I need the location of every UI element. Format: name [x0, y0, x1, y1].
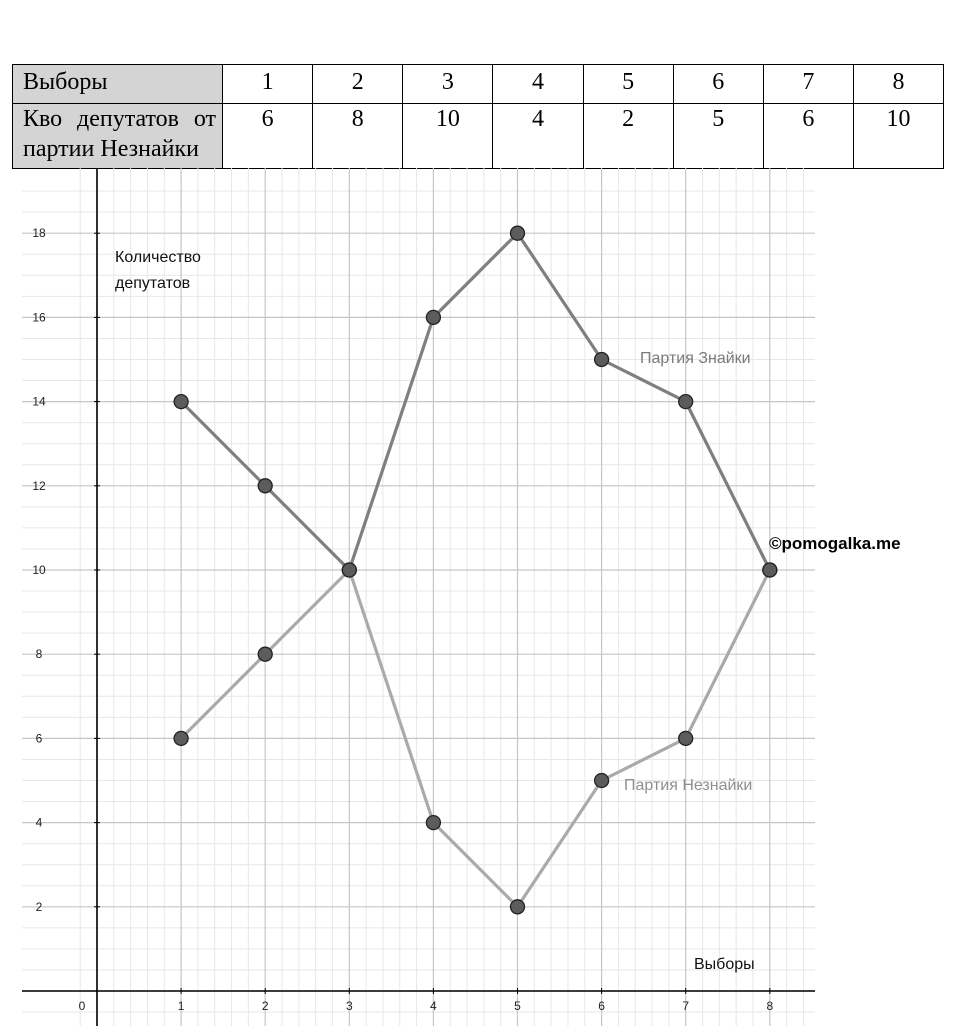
y-tick-label: 12	[32, 478, 46, 493]
data-point-neznayka	[511, 900, 525, 914]
y-tick-label: 2	[35, 899, 43, 914]
x-tick-label: 6	[598, 999, 605, 1013]
data-point-neznayka	[763, 563, 777, 577]
election-number-cell: 8	[853, 65, 943, 104]
data-point-neznayka	[426, 816, 440, 830]
table-row-elections	[13, 65, 944, 104]
deputies-value-cell: 2	[583, 104, 673, 169]
y-axis-label-line2: депутатов	[115, 275, 191, 292]
x-tick-label: 8	[766, 999, 774, 1013]
election-number-cell: 5	[583, 65, 673, 104]
y-tick-label: 6	[35, 731, 43, 746]
deputies-value-cell: 8	[313, 104, 403, 169]
y-tick-label: 16	[32, 310, 46, 325]
elections-header-cell: Выборы	[13, 65, 223, 104]
data-point-znayka	[258, 479, 272, 493]
data-point-znayka	[511, 226, 525, 240]
y-tick-label: 18	[32, 226, 46, 241]
deputies-value-cell: 10	[403, 104, 493, 169]
y-tick-label: 10	[32, 563, 46, 577]
x-tick-label: 7	[682, 999, 690, 1013]
data-point-znayka	[679, 395, 693, 409]
deputies-value-cell: 10	[853, 104, 943, 169]
x-axis-label: Выборы	[694, 956, 755, 973]
series-label-neznayka: Партия Незнайки	[624, 777, 753, 794]
y-tick-label: 14	[32, 394, 46, 409]
election-number-cell: 7	[763, 65, 853, 104]
election-number-cell: 6	[673, 65, 763, 104]
line-chart	[0, 168, 960, 1033]
series-label-znayka: Партия Знайки	[640, 350, 751, 367]
table-row-neznayka	[13, 104, 944, 169]
election-number-cell: 2	[313, 65, 403, 104]
minor-grid	[22, 168, 815, 1026]
deputies-value-cell: 5	[673, 104, 763, 169]
tick-labels	[32, 226, 773, 1013]
election-number-cell: 4	[493, 65, 583, 104]
y-axis-label-line1: Количество	[115, 249, 201, 266]
y-tick-label: 4	[35, 815, 43, 830]
data-table	[12, 64, 944, 169]
watermark: ©pomogalka.me	[769, 534, 901, 553]
x-tick-label: 1	[177, 999, 185, 1013]
data-point-neznayka	[174, 731, 188, 745]
x-tick-label: 4	[430, 999, 437, 1013]
election-number-cell: 1	[223, 65, 313, 104]
data-point-znayka	[595, 353, 609, 367]
data-point-neznayka	[595, 774, 609, 788]
x-tick-label: 3	[345, 999, 353, 1013]
data-point-neznayka	[679, 731, 693, 745]
data-point-znayka	[174, 395, 188, 409]
data-point-znayka	[426, 310, 440, 324]
x-tick-label: 2	[261, 999, 269, 1013]
x-tick-label: 5	[514, 999, 521, 1013]
deputies-value-cell: 6	[223, 104, 313, 169]
election-number-cell: 3	[403, 65, 493, 104]
data-point-neznayka	[258, 647, 272, 661]
y-tick-label: 8	[35, 647, 43, 662]
neznayka-header-cell: Кво депутатов от партии Незнайки	[13, 104, 223, 169]
deputies-value-cell: 6	[763, 104, 853, 169]
x-tick-label: 0	[78, 999, 86, 1013]
data-point-neznayka	[342, 563, 356, 577]
deputies-value-cell: 4	[493, 104, 583, 169]
